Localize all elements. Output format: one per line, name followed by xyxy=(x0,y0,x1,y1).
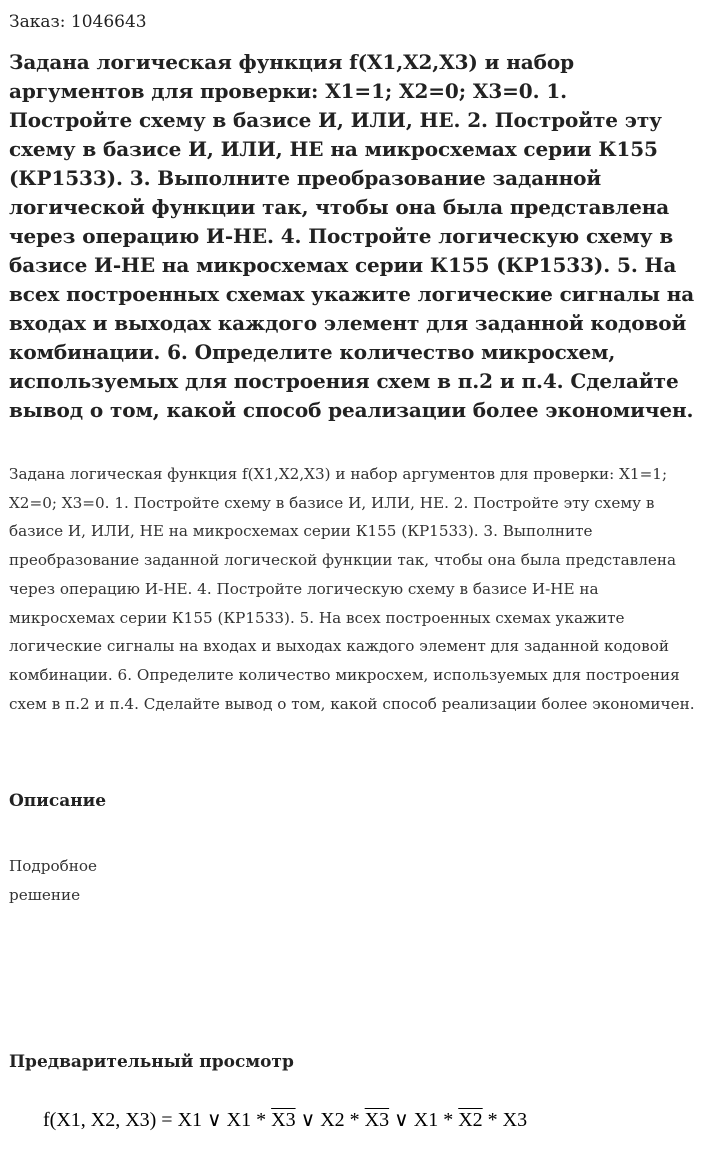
description-text xyxy=(9,852,169,909)
formula-negated-x2: X2 xyxy=(458,1109,483,1131)
formula-tail: * X3 xyxy=(482,1109,528,1131)
description-heading: Описание xyxy=(9,791,107,811)
preview-formula xyxy=(43,1106,527,1134)
preview-heading: Предварительный просмотр xyxy=(9,1052,294,1072)
description-line-2: решение xyxy=(9,885,81,904)
formula-negated-x3: X3 xyxy=(271,1109,296,1131)
formula-negated-x3-second: X3 xyxy=(364,1109,390,1131)
formula-lhs: f(X1, X2, X3) = X1 ∨ X1 * xyxy=(43,1109,272,1131)
order-number: Заказ: 1046643 xyxy=(9,12,147,32)
formula-part-3: ∨ X1 * xyxy=(389,1109,459,1131)
description-line-1: Подробное xyxy=(9,857,98,875)
formula-part-2: ∨ X2 * xyxy=(295,1109,365,1131)
task-title: Задана логическая функция f(X1,X2,X3) и набор аргументов для проверки: X1=1; X2=0; X3=0. 1. Постройте схему в базисе И, ИЛИ, НЕ. 2. Постройте эту схему в базисе И, ИЛИ, НЕ на микросхемах серии К155 (КР1533). 3. Выполните преобразование заданной логической функции так, чтобы она была представлена через операцию И-НЕ. 4. Постройте логическую схему в базисе И-НЕ на микросхемах серии К155 (КР1533). 5. На всех построенных схемах укажите логические сигналы на входах и выходах каждого элемент для заданной кодовой комбинации. 6. Определите количество микросхем, используемых для построения схем в п.2 и п.4. Сделайте вывод о том, какой способ реализации более экономичен. xyxy=(9,50,695,422)
task-description-text: Задана логическая функция f(X1,X2,X3) и набор аргументов для проверки: X1=1; X2=0; X3=0. 1. Постройте схему в базисе И, ИЛИ, НЕ. 2. Постройте эту схему в базисе И, ИЛИ, НЕ на микросхемах серии К155 (КР1533). 3. Выполните преобразование заданной логической функции так, чтобы она была представлена через операцию И-НЕ. 4. Постройте логическую схему в базисе И-НЕ на микросхемах серии К155 (КР1533). 5. На всех построенных схемах укажите логические сигналы на входах и выходах каждого элемент для заданной кодовой комбинации. 6. Определите количество микросхем, используемых для построения схем в п.2 и п.4. Сделайте вывод о том, какой способ реализации более экономичен. xyxy=(9,465,695,713)
